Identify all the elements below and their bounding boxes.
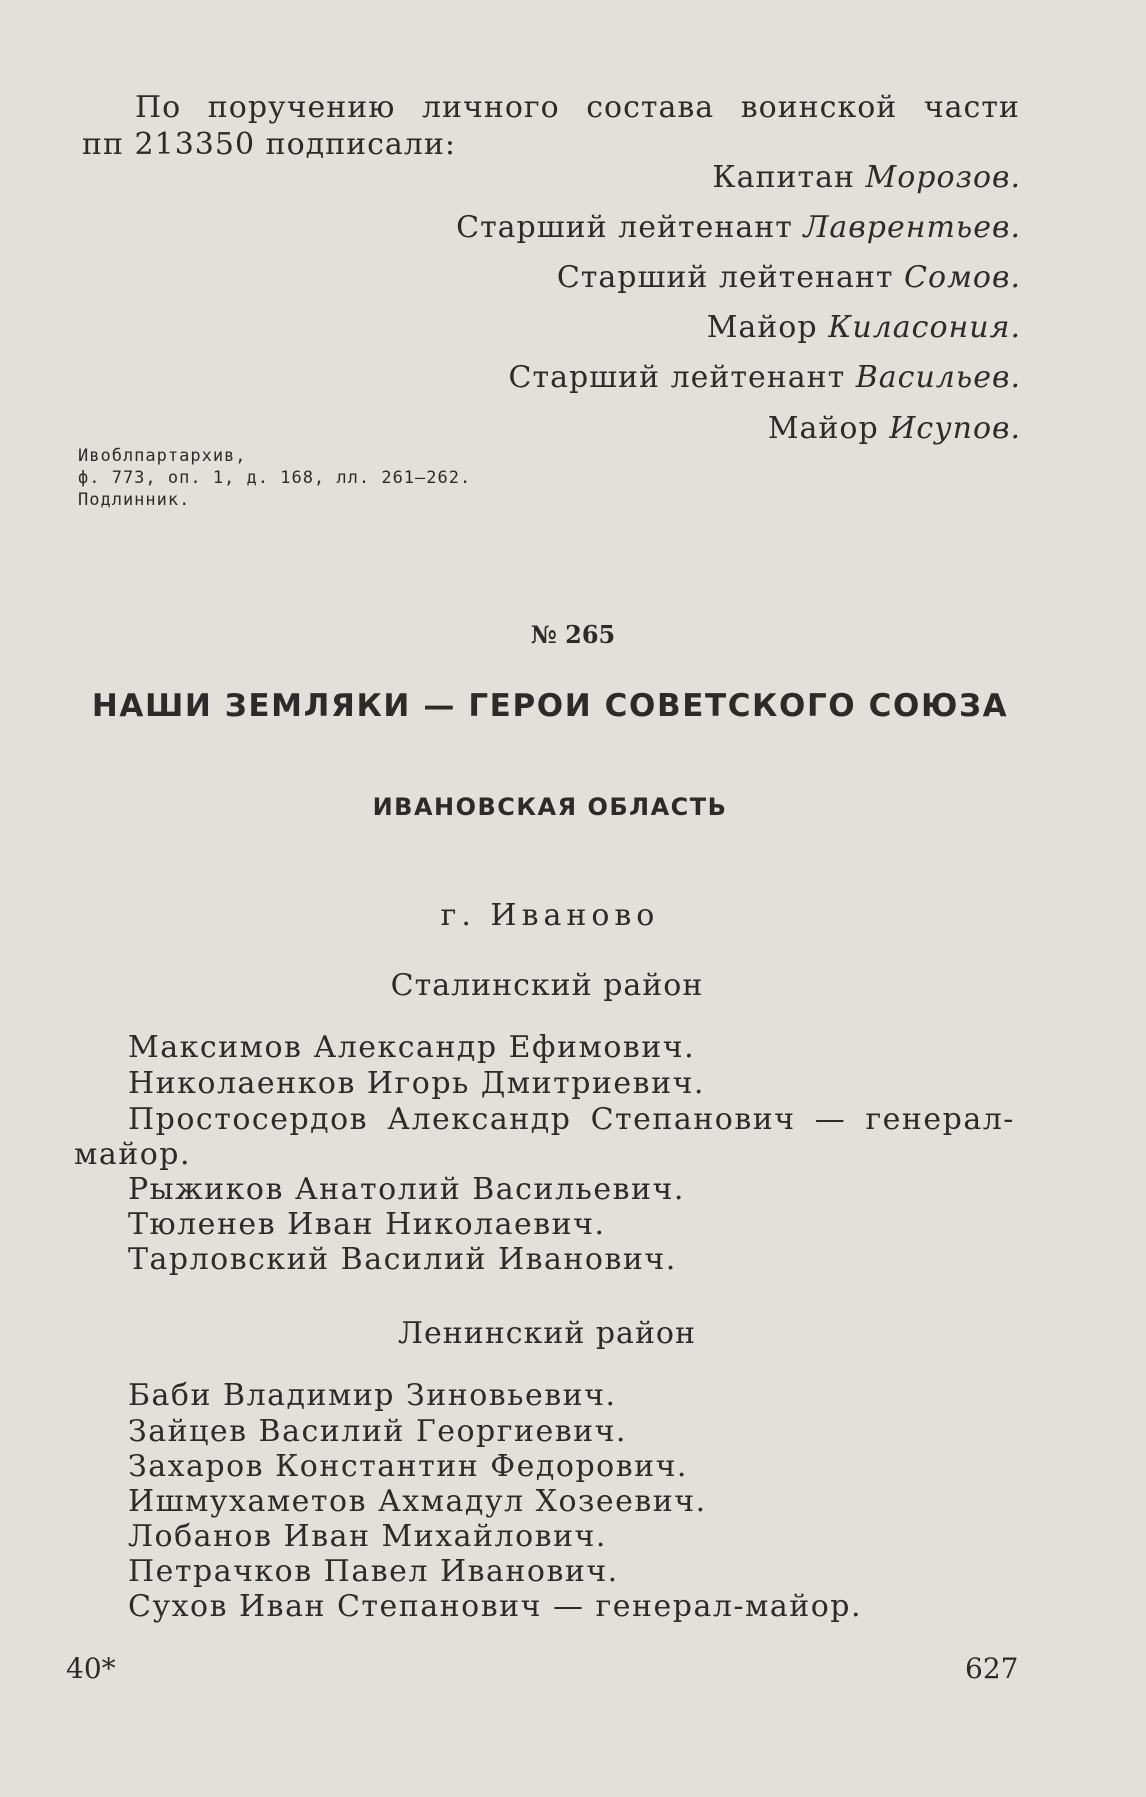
signature-line (456, 210, 1021, 245)
signature-rank: Старший лейтенант (456, 210, 793, 245)
signature-line (768, 411, 1021, 446)
signature-rank: Майор (706, 310, 818, 345)
list-item (128, 1102, 1015, 1137)
signature-mark: 40* (66, 1652, 116, 1685)
list-item: Баби Владимир Зиновьевич. (128, 1378, 617, 1413)
district-heading: Ленинский район (398, 1316, 696, 1351)
archive-reference: Ивоблпартархив, (78, 446, 247, 466)
intro-word: личного (421, 90, 560, 125)
signature-rank: Старший лейтенант (556, 260, 894, 295)
intro-word: состава (586, 90, 715, 125)
region-heading: ИВАНОВСКАЯ ОБЛАСТЬ (372, 793, 728, 821)
list-item: Ишмухаметов Ахмадул Хозеевич. (128, 1484, 707, 1519)
list-item: Зайцев Василий Георгиевич. (128, 1414, 627, 1449)
signature-name: Киласония. (828, 310, 1021, 345)
signature-name: Васильев. (855, 360, 1021, 395)
page-number: 627 (965, 1652, 1019, 1685)
intro-word: части (923, 90, 1020, 125)
district-heading: Сталинский район (390, 968, 704, 1003)
city-heading: г. Иваново (440, 898, 660, 933)
document-title: НАШИ ЗЕМЛЯКИ — ГЕРОИ СОВЕТСКОГО СОЮЗА (91, 688, 1009, 724)
signature-rank: Майор (767, 411, 879, 446)
intro-word: По (135, 90, 182, 125)
list-item: Петрачков Павел Иванович. (128, 1554, 619, 1589)
list-item-word: Степанович (590, 1102, 796, 1137)
list-item: Николаенков Игорь Дмитриевич. (128, 1066, 705, 1101)
intro-line-1 (135, 90, 1020, 125)
list-item-word: — (814, 1102, 847, 1137)
signature-line (712, 160, 1021, 195)
archive-reference: ф. 773, оп. 1, д. 168, лл. 261—262. (78, 468, 472, 488)
signature-line (557, 260, 1021, 295)
signature-line (707, 310, 1021, 345)
intro-line-2: пп 213350 подписали: (82, 127, 456, 162)
list-item: Максимов Александр Ефимович. (128, 1030, 696, 1065)
list-item: Тюленев Иван Николаевич. (128, 1207, 606, 1242)
list-item: Рыжиков Анатолий Васильевич. (128, 1172, 685, 1207)
signature-name: Лаврентьев. (803, 210, 1021, 245)
signature-name: Сомов. (904, 260, 1021, 295)
intro-word: поручению (207, 90, 396, 125)
signature-rank: Старший лейтенант (508, 360, 846, 395)
intro-word: воинской (740, 90, 898, 125)
signature-line (509, 360, 1021, 395)
signature-name: Исупов. (889, 411, 1021, 446)
list-item: Сухов Иван Степанович — генерал-майор. (128, 1589, 863, 1624)
archive-reference: Подлинник. (78, 490, 191, 510)
document-number: № 265 (530, 620, 616, 649)
signature-rank: Капитан (712, 160, 855, 195)
list-item: Захаров Константин Федорович. (128, 1449, 688, 1484)
list-item: Лобанов Иван Михайлович. (128, 1519, 607, 1554)
list-item-word: Александр (387, 1102, 572, 1137)
list-item: Тарловский Василий Иванович. (128, 1242, 677, 1277)
signature-name: Морозов. (865, 160, 1021, 195)
list-item-continuation: майор. (74, 1137, 192, 1172)
list-item-word: Простосердов (128, 1102, 369, 1137)
list-item-word: генерал- (865, 1102, 1015, 1137)
